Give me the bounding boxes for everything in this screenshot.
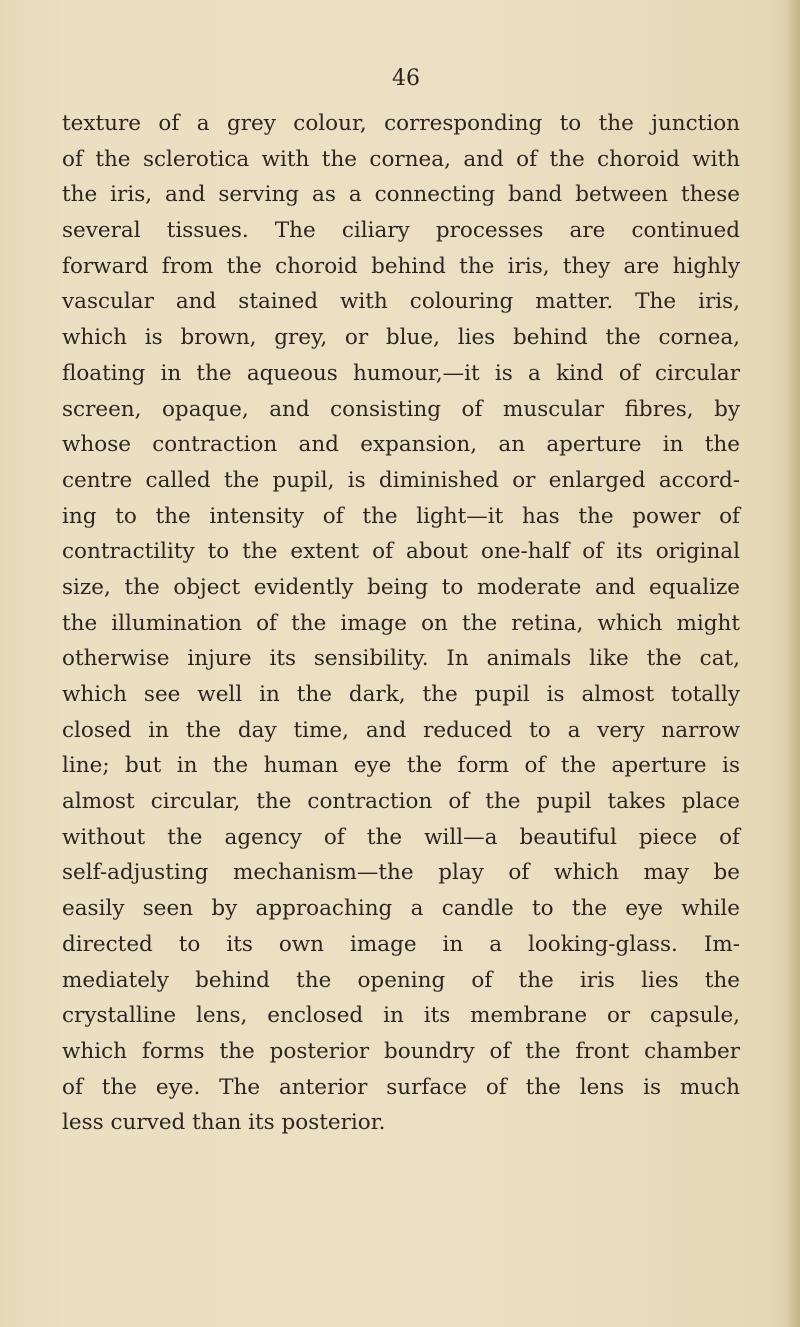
text-line: line; but in the human eye the form of the aperture is bbox=[62, 753, 740, 779]
text-line: ing to the intensity of the light—it has the power of bbox=[62, 503, 740, 529]
text-line: size, the object evidently being to moderate and equalize bbox=[62, 574, 740, 600]
text-line: centre called the pupil, is diminished or enlarged accord- bbox=[62, 467, 740, 493]
text-line: of the eye. The anterior surface of the lens is much bbox=[62, 1074, 740, 1100]
text-line: floating in the aqueous humour,—it is a kind of circular bbox=[62, 360, 740, 386]
text-line: self-adjusting mechanism—the play of which may be bbox=[62, 860, 740, 886]
text-line: screen, opaque, and consisting of muscular fibres, by bbox=[62, 396, 740, 422]
text-line: the iris, and serving as a connecting band between these bbox=[62, 182, 740, 208]
page-edge-shadow bbox=[786, 0, 800, 1327]
page-number: 46 bbox=[392, 66, 420, 91]
text-line: several tissues. The ciliary processes are continued bbox=[62, 218, 740, 244]
text-line: whose contraction and expansion, an aperture in the bbox=[62, 432, 740, 458]
text-line: which see well in the dark, the pupil is almost totally bbox=[62, 682, 740, 707]
text-line-last: less curved than its posterior. bbox=[62, 1110, 386, 1136]
text-line: almost circular, the contraction of the pupil takes place bbox=[62, 789, 740, 815]
text-line: directed to its own image in a looking-glass. Im- bbox=[62, 931, 740, 957]
text-line: which is brown, grey, or blue, lies behind the cornea, bbox=[62, 325, 740, 351]
text-line: the illumination of the image on the retina, which might bbox=[62, 610, 740, 636]
body-text bbox=[62, 106, 740, 1141]
text-line: which forms the posterior boundry of the front chamber bbox=[62, 1038, 740, 1064]
text-line: vascular and stained with colouring matter. The iris, bbox=[62, 289, 740, 315]
text-line: texture of a grey colour, corresponding to the junction bbox=[62, 111, 740, 136]
text-line: without the agency of the will—a beautiful piece of bbox=[62, 824, 740, 850]
text-line: forward from the choroid behind the iris, they are highly bbox=[62, 253, 740, 279]
text-line: closed in the day time, and reduced to a very narrow bbox=[62, 717, 740, 743]
text-line: mediately behind the opening of the iris lies the bbox=[62, 967, 740, 993]
text-line: contractility to the extent of about one-half of its original bbox=[62, 539, 740, 565]
text-line: of the sclerotica with the cornea, and of the choroid with bbox=[62, 146, 740, 172]
text-line: otherwise injure its sensibility. In animals like the cat, bbox=[62, 646, 740, 672]
text-line: easily seen by approaching a candle to the eye while bbox=[62, 896, 740, 922]
text-line: crystalline lens, enclosed in its membrane or capsule, bbox=[62, 1003, 740, 1029]
